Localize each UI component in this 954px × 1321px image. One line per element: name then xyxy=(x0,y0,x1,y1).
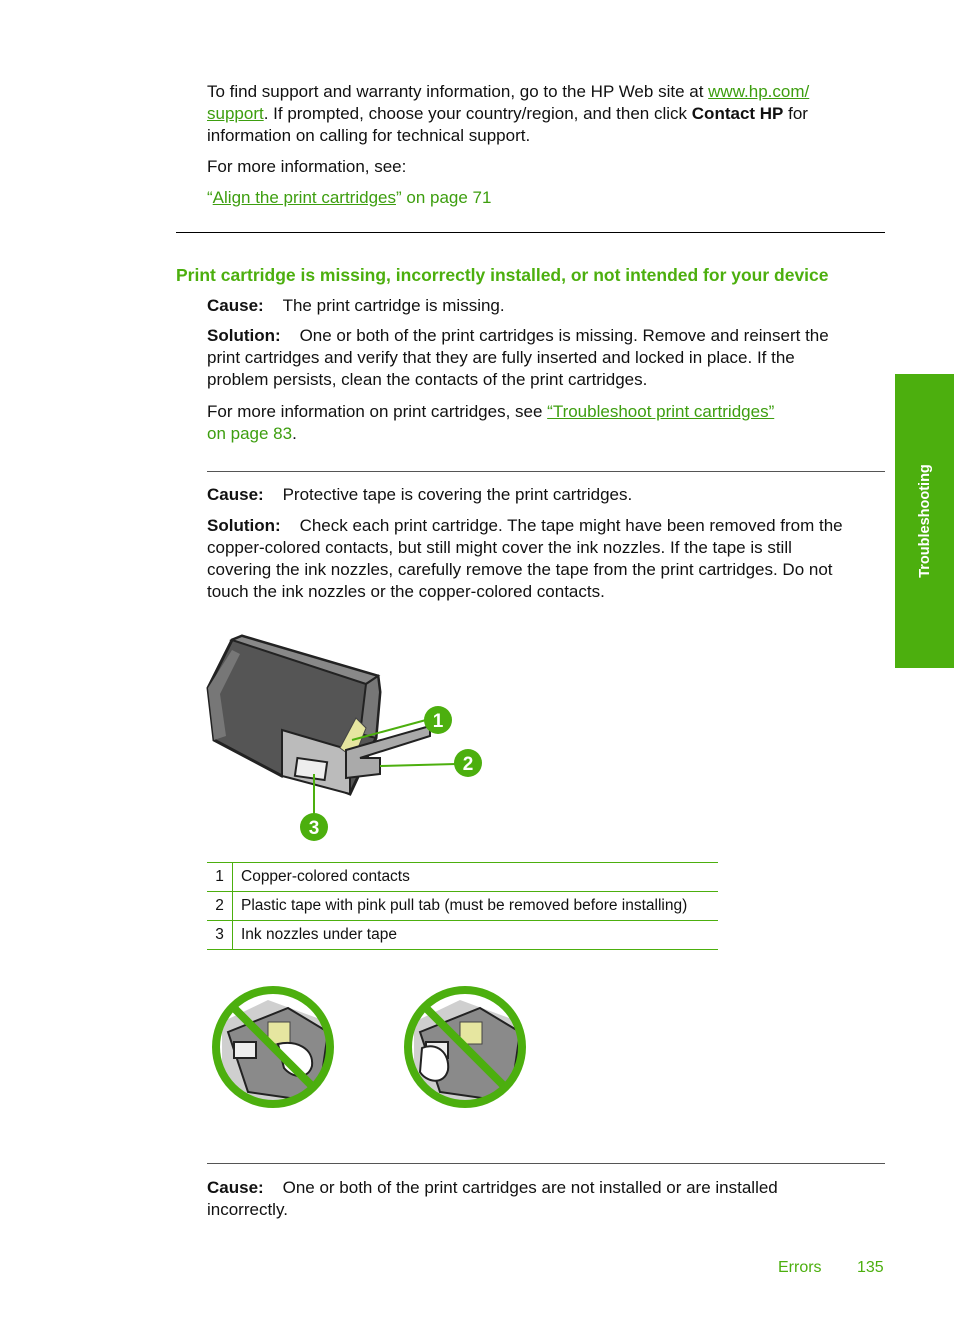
callout-1-label: 1 xyxy=(432,711,444,732)
cause-2: Cause: Protective tape is covering the print cartridges. xyxy=(207,485,633,504)
callout-3-label: 3 xyxy=(308,818,320,839)
legend-row xyxy=(207,892,718,921)
legend-number: 2 xyxy=(207,892,233,921)
section-divider xyxy=(176,232,885,233)
troubleshoot-reference: For more information on print cartridges, see “Troubleshoot print cartridges” on page 83. xyxy=(207,402,775,443)
more-info-label: For more information, see: xyxy=(207,157,407,176)
do-not-touch-nozzles-icon xyxy=(400,982,530,1112)
align-cartridges-link[interactable]: Align the print cartridges xyxy=(212,188,396,207)
troubleshooting-side-tab xyxy=(895,374,954,668)
troubleshoot-page-link[interactable]: on page 83 xyxy=(207,424,293,443)
hp-support-link[interactable]: www.hp.com/ xyxy=(708,82,810,101)
hp-support-link-cont[interactable]: support xyxy=(207,104,264,123)
callout-2-label: 2 xyxy=(462,754,474,775)
section-heading: Print cartridge is missing, incorrectly installed, or not intended for your device xyxy=(176,265,829,285)
align-cartridges-reference[interactable]: “Align the print cartridges” on page 71 xyxy=(207,188,492,207)
troubleshoot-link[interactable]: “Troubleshoot print cartridges” xyxy=(547,402,775,421)
subsection-divider xyxy=(207,1163,885,1164)
support-paragraph: To find support and warranty information, go to the HP Web site at www.hp.com/ support. If prompted, choose your country/region, and then click Contact HP for information on calling for technical support. xyxy=(207,82,810,145)
legend-text: Plastic tape with pink pull tab (must be removed before installing) xyxy=(233,892,719,921)
cause-1: Cause: The print cartridge is missing. xyxy=(207,296,505,315)
legend-row xyxy=(207,863,718,892)
cause-3: Cause: One or both of the print cartridges are not installed or are installed incorrectly. xyxy=(207,1178,778,1219)
subsection-divider xyxy=(207,471,885,472)
side-tab-label: Troubleshooting xyxy=(916,464,933,578)
callout-legend-table xyxy=(207,862,718,950)
legend-text: Copper-colored contacts xyxy=(233,863,719,892)
do-not-touch-contacts-icon xyxy=(208,982,338,1112)
footer-section: Errors xyxy=(778,1259,822,1276)
solution-1: Solution: One or both of the print cartridges is missing. Remove and reinsert the print cartridges and verify that they are fully inserted and locked in place. If the problem persists, clean the contacts of the print cartridges. xyxy=(207,326,829,389)
page-number: 135 xyxy=(857,1259,884,1276)
solution-2: Solution: Check each print cartridge. The tape might have been removed from the copper-colored contacts, but still might cover the ink nozzles. If the tape is still covering the ink nozzles, carefully remove the tape from the print cartridges. Do not touch the ink nozzles or the copper-colored contacts. xyxy=(207,516,843,601)
legend-text: Ink nozzles under tape xyxy=(233,921,719,950)
legend-row xyxy=(207,921,718,950)
legend-number: 3 xyxy=(207,921,233,950)
legend-number: 1 xyxy=(207,863,233,892)
print-cartridge-illustration xyxy=(200,628,490,843)
